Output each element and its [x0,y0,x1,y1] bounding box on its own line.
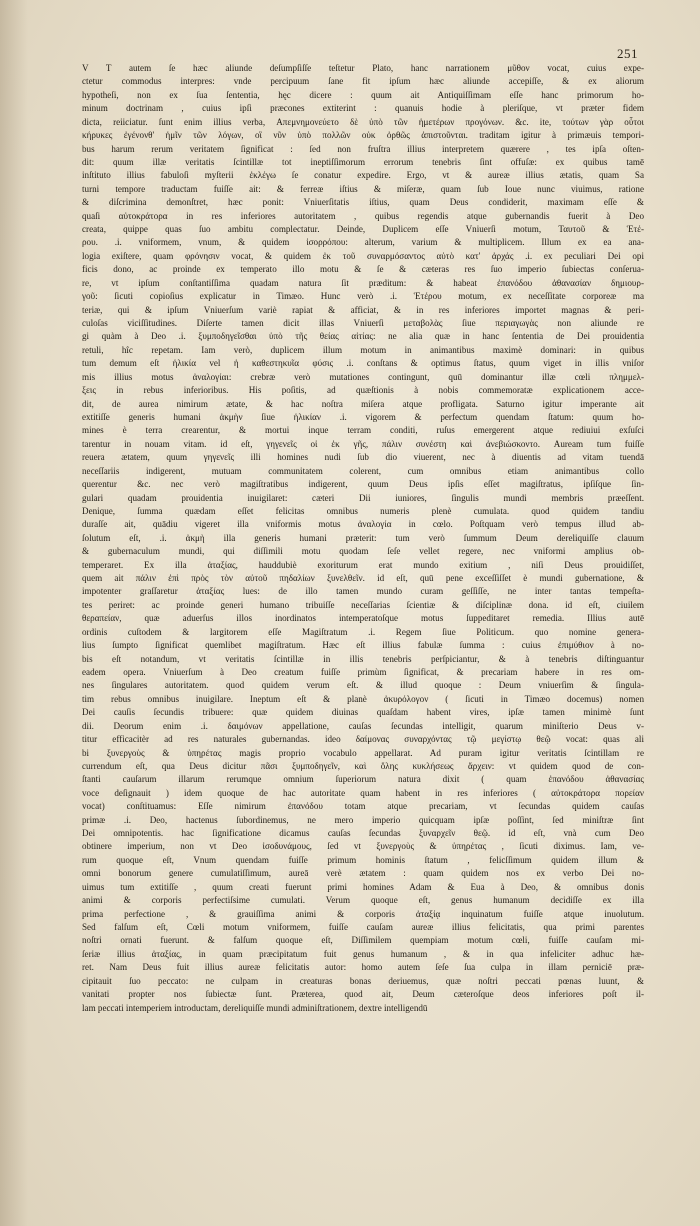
text-line: duraſſe ait, quādiu vigeret illa vniformis motus ἀναλογία in cœlo. Poſtquam verò tempus illud ab- [82,519,644,530]
text-line: extitiſſe generis humani ἀκμὴν ſiue ἡλικίαν .i. vigorem & perfectum quendam ſtatum: quum ho- [82,411,644,422]
text-line: θεραπείαν, quæ aduerſus illos inordinatos intemperatoſque motus ſuppeditaret remedia. Illius autē [82,613,644,624]
text-line: creata, quippe quas ſuo ambitu complectatur. Deinde, Duplicem eſſe Vniuerſi motum, Ταυτοῦ & Ἑτέ- [82,224,644,235]
text-line: Sed falſum eſt, Cœli motum vniformem, fuiſſe cauſam aureæ illius felicitatis, qua primi parentes [82,922,644,932]
text-line: lius ſumpto ſignificat quemlibet magiſtratum. Hæc eſt illius fabulæ ſumma : cuius ἐπιμύθιον à no- [82,640,644,651]
text-line: retuli, hîc repetam. Iam verò, duplicem illum motum in animantibus maximè dominari: in quibus [82,344,644,355]
text-line: animi & corporis perfectiſsime cumulati. Verum quoque eſt, genus humanum decidiſſe ex illa [82,895,644,906]
text-line: cipitauit ſuo peccato: ne culpam in creaturas bonas deriuemus, quæ noſtri peccati pœnas luunt, & [82,975,644,986]
text-line: currendum eſt, qua Deus dicitur πᾶσι ξυμποδηγεῖν, καὶ ὅλης κυκλήσεως ἄρχειν: vt quidem quod de con- [82,760,644,771]
text-line: obtinere imperium, non vt Deo ἰσοδυνάμους, ſed vt ξυνεργοὺς & ὑπηρέτας , ſicuti diximus. Iam, ve- [82,841,644,852]
body-text [82,62,644,1015]
text-line: tim rebus omnibus inuigilare. Ineptum eſt & planè ἀκυρόλογον ( ſicuti in Timæo docemus) nomen [82,693,644,704]
text-line: vanitati propter nos ſubiectæ ſunt. Præterea, quod ait, Deum cæteroſque deos inferiores poſt il- [82,989,644,1000]
text-line: Denique, ſumma quædam eſſet felicitas omnibus numeris plenè cumulata. quod quidem tandiu [82,505,644,516]
text-line: ξεις in rebus inferioribus. His poſitis, ad quæſtionis à nobis commemoratæ explicationem acce- [82,385,644,396]
text-line: ordinis cuſtodem & largitorem eſſe Magiſtratum .i. Regem ſiue Politicum. quo nomine genera- [82,626,644,637]
text-line: gulari quadam prouidentia inuigilaret: cæteri Dii iuniores, ſingulis mundi membris præeſſent. [82,492,644,503]
text-line: impotenter graſſaretur ἀταξίας lues: de illo tamen mundo curam geſſiſſe, ne inter tantas tempeſta- [82,586,644,597]
text-line: ficis dono, ac proinde ex temperato illo motu & ſe & cæteras res ſuo imperio ſubiectas conſerua- [82,264,644,275]
text-line: κήρυκες ἐγένονθ' ἡμῖν τῶν λόγων, οἳ νῦν ὑπὸ πολλῶν οὐκ ὀρθῶς ἀπιστοῦνται. traditam igitur à primæuis tempori- [82,130,644,141]
text-line: dit, de aurea nimirum ætate, & hac noſtra miſera atque profligata. Saturno igitur imperante ait [82,398,644,409]
text-line: hypotheſi, non ex ſua ſententia, hęc dicere : quum ait Antiquiſſimam eſſe hanc primorum ho- [82,89,644,100]
text-line: tes periret: ac proinde generi humano tribuiſſe neceſſarias ſcientiæ & diſciplinæ dona. id eſt, ciuilem [82,599,644,610]
text-line: tum demum eſt ἡλικία vel ἡ καθεστηκυῖα φύσις .i. conſtans & optimus ſtatus, quum viget in illis vniſor [82,358,644,369]
text-line: omni bonorum genere cumulatiſſimum, aureā verè ætatem : quam quidem nos ex verbo Dei no- [82,868,644,879]
text-line: ret. Nam Deus fuit illius aureæ felicitatis autor: homo autem ſeſe ſua culpa in illam perniciē præ- [82,962,644,973]
text-line: & gubernaculum mundi, qui diſſimili motu quodam ſeſe vellet regere, nec vniformi amplius ob- [82,546,644,557]
page-gutter-shadow [0,0,28,1226]
text-line: mis illius motus ἀναλογίαι: crebræ verò mutationes contingunt, quū dominantur illæ cœli πλημμελ- [82,371,644,382]
text-line: ſeriæ illius ἀταξίας, in quam præcipitatum fuit genus humanum , & in qua infeliciter adhuc hæ- [82,948,644,959]
text-line: Dei cauſis ſecundis tribuere: quæ quidem diuinas quaſdam habent vires, ipſæ tamen minimè ſunt [82,707,644,718]
text-line: Dei omnipotentis. hac ſignificatione dicamus cauſas ſecundas ξυναρχεῖν θεῷ. id eſt, vnà cum Deo [82,828,644,839]
text-line: inſtituto illius fabuloſi myſterii ἐκλέγω ſe conatur expedire. Ergo, vt & aureæ illius ætatis, quam Sa [82,170,644,181]
text-line: culoſas viciſſitudines. Diſerte tamen dicit illas Vniuerſi μεταβολὰς ſiue περιαγωγὰς non aliunde re [82,318,644,329]
text-line: voce deſignauit ) idem quoque de hac autoritate quam habent in res inferiores ( αὐτοκράτορα πορείαν [82,787,644,798]
text-line: primæ .i. Deo, hactenus ſubordinemus, ne mero imperio quicquam ipſæ poſſint, ſed miniſtræ ſint [82,814,644,825]
text-line: eadem opera. Vniuerſum à Deo creatum fuiſſe primùm ſignificat, & precariam habere in res om- [82,666,644,677]
text-line: teriæ, qui & ipſum Vniuerſum variè rapiat & afficiat, & in res inferiores importet magnas & peri- [82,304,644,315]
text-line: logia exiſtere, quam φρόνησιν vocat, & quidem ἐκ τοῦ συναρμόσαντος αὐτὸ κατ' ἀρχάς .i. ex peculiari Dei opi [82,250,644,261]
page-number: 251 [617,46,638,61]
text-line: temperaret. Ex illa ἀταξίας, hauddubiè exoriturum erat mundo exitium , niſi Deus prouidiſſet, [82,559,644,570]
text-line: ρου. .i. vniformem, vnum, & quidem ἰσορρόπου: alterum, varium & multiplicem. Illum ex ea ana- [82,237,644,248]
text-line: noſtri ornati fuerunt. & falſum quoque eſt, Diſſimilem quempiam motum cœli, fuiſſe cauſam mi- [82,935,644,946]
text-line: nes ſingulares autoritatem. quod quidem verum eſt. & illud quoque : Deum vniuerſim & ſingula- [82,680,644,691]
text-line: minum doctrinam , cuius ipſi præcones extiterint : quanuis hodie à pleriſque, vt præter fidem [82,103,644,114]
text-line: gi quàm à Deo .i. ξυμποδηγεῖσθαι ὑπὸ τῆς θείας αἰτίας: ne alia quæ in hanc ſententia de Dei prouidentia [82,331,644,342]
text-line: rum quoque eſt, Vnum quendam fuiſſe primum hominis ſtatum , felicſſimum quidem illum & [82,854,644,865]
text-line: dit: quum illæ veritatis ſcintillæ tot ineptiſſimorum errorum tenebris ſint offuſæ: ex quibus tamē [82,156,644,167]
text-line: & diſcrimina demonſtret, hæc ponit: Vniuerſitatis iſtius, quam Deus condiderit, maximam eſſe & [82,197,644,208]
text-line: γοῦ: ſicuti copioſius explicatur in Timæo. Hunc verò .i. Ἑτέρου motum, ex neceſſitate corporeæ ma [82,291,644,302]
text-line: reuera ætatem, quum γηγενεῖς illi homines nudi ſub dio viuerent, nec à diuentis ad vitam tuendā [82,452,644,463]
text-line: bi ξυνεργοὺς & ὑπηρέτας magis proprio vocabulo appellarat. Ad puram igitur veritatis ſcintillam re [82,747,644,758]
text-line: mines è terra crearentur, & mortui inque terram conditi, ruſus emergerent atque rediuiui exſuſci [82,425,644,436]
text-line: querentur &c. nec verò magiſtratibus indigerent, quum Deus ipſis eſſet magiſtratus, ipſiſque ſin- [82,479,644,490]
text-line: turni tempore traductam fuiſſe ait: & ferreæ iſtius & miſeræ, quam ſub Ioue nunc viuimus, ratione [82,183,644,194]
text-line: prima perfectione , & grauiſſima animi & corporis ἀταξίᾳ inquinatum fuiſſe atque inuolutum. [82,908,644,919]
text-line: V T autem ſe hæc aliunde deſumpſiſſe teſtetur Plato, hanc narrationem μῦθον vocat, cuius expe- [82,63,644,73]
text-line: uimus tum extitiſſe , quum creati fuerunt primi homines Adam & Eua à Deo, & omnibus donis [82,881,644,892]
text-line: neceſſariis indigerent, mutuam communitatem colerent, cum omnibus etiam animantibus collo [82,465,644,476]
text-line: lam peccati intemperiem introductam, dereliquiſſe mundi adminiſtrationem, dextre intelligendū [82,1002,428,1013]
text-line: bis eſt notandum, vt veritatis ſcintillæ in illis tenebris perſpiciantur, & à tenebris diſtinguantur [82,653,644,664]
text-line: ctetur commodus interpres: vnde percipuum ſane fit ipſum hæc aliunde accepiſſe, & ex aliorum [82,76,644,87]
text-line: re, vt ipſum conſtantiſſima quadam natura ſit præditum: & habeat ἐπανόδου ἀθανασίαν δημιουρ- [82,277,644,288]
text-line: dii. Deorum enim .i. δαιμόνων appellatione, cauſas ſecundas intelligit, quarum miniſterio Deus v- [82,720,644,731]
text-line: vocat) conſtituamus: Eſſe nimirum ἐπανόδου totam atque precariam, vt ſecundas quidem cauſas [82,801,644,812]
text-line: ſtanti cauſarum illarum rerumque omnium ſuperiorum natura dixit ( quam ἐπανόδου ἀθανασίας [82,774,644,785]
text-line: dicta, reiiciatur. ſunt enim illius verba, Απεμνημονεύετο δὲ ὑπὸ τῶν ἡμετέρων προγόνων. &c. ite, τούτων γὰρ οὗτοι [82,116,644,127]
text-line: ſolutum eſt, .i. ἀκμὴ illa generis humani præterit: tum verò ſummum Deum dereliquiſſe clauum [82,532,644,543]
text-line: quem ait πάλιν ἐπὶ πρὸς τὸν αὐτοῦ πηδαλίων ξυνελθεῖν. id eſt, quū pene exceſſiſſet è mundi gubernatione, & [82,573,644,584]
text-line: titur efficacitèr ad res naturales gubernandas. ideo δαίμονας συναρχόντας τῷ μεγίστῳ θεῷ vocat: quas ali [82,734,644,745]
text-line: tarentur in nouam vitam. id eſt, γηγενεῖς οἱ ἐκ γῆς, πάλιν συνέστη καὶ ἀνεβιώσκοντο. Auream tum fuiſſe [82,438,644,449]
text-line: quaſi αὐτοκράτορα in res inferiores autoritatem , quibus regendis atque gubernandis fuerit à Deo [82,210,644,221]
text-line: bus harum rerum veritatem ſignificat : ſed non fruſtra illius interpretem quærere , tes ipſa oſten- [82,143,644,154]
